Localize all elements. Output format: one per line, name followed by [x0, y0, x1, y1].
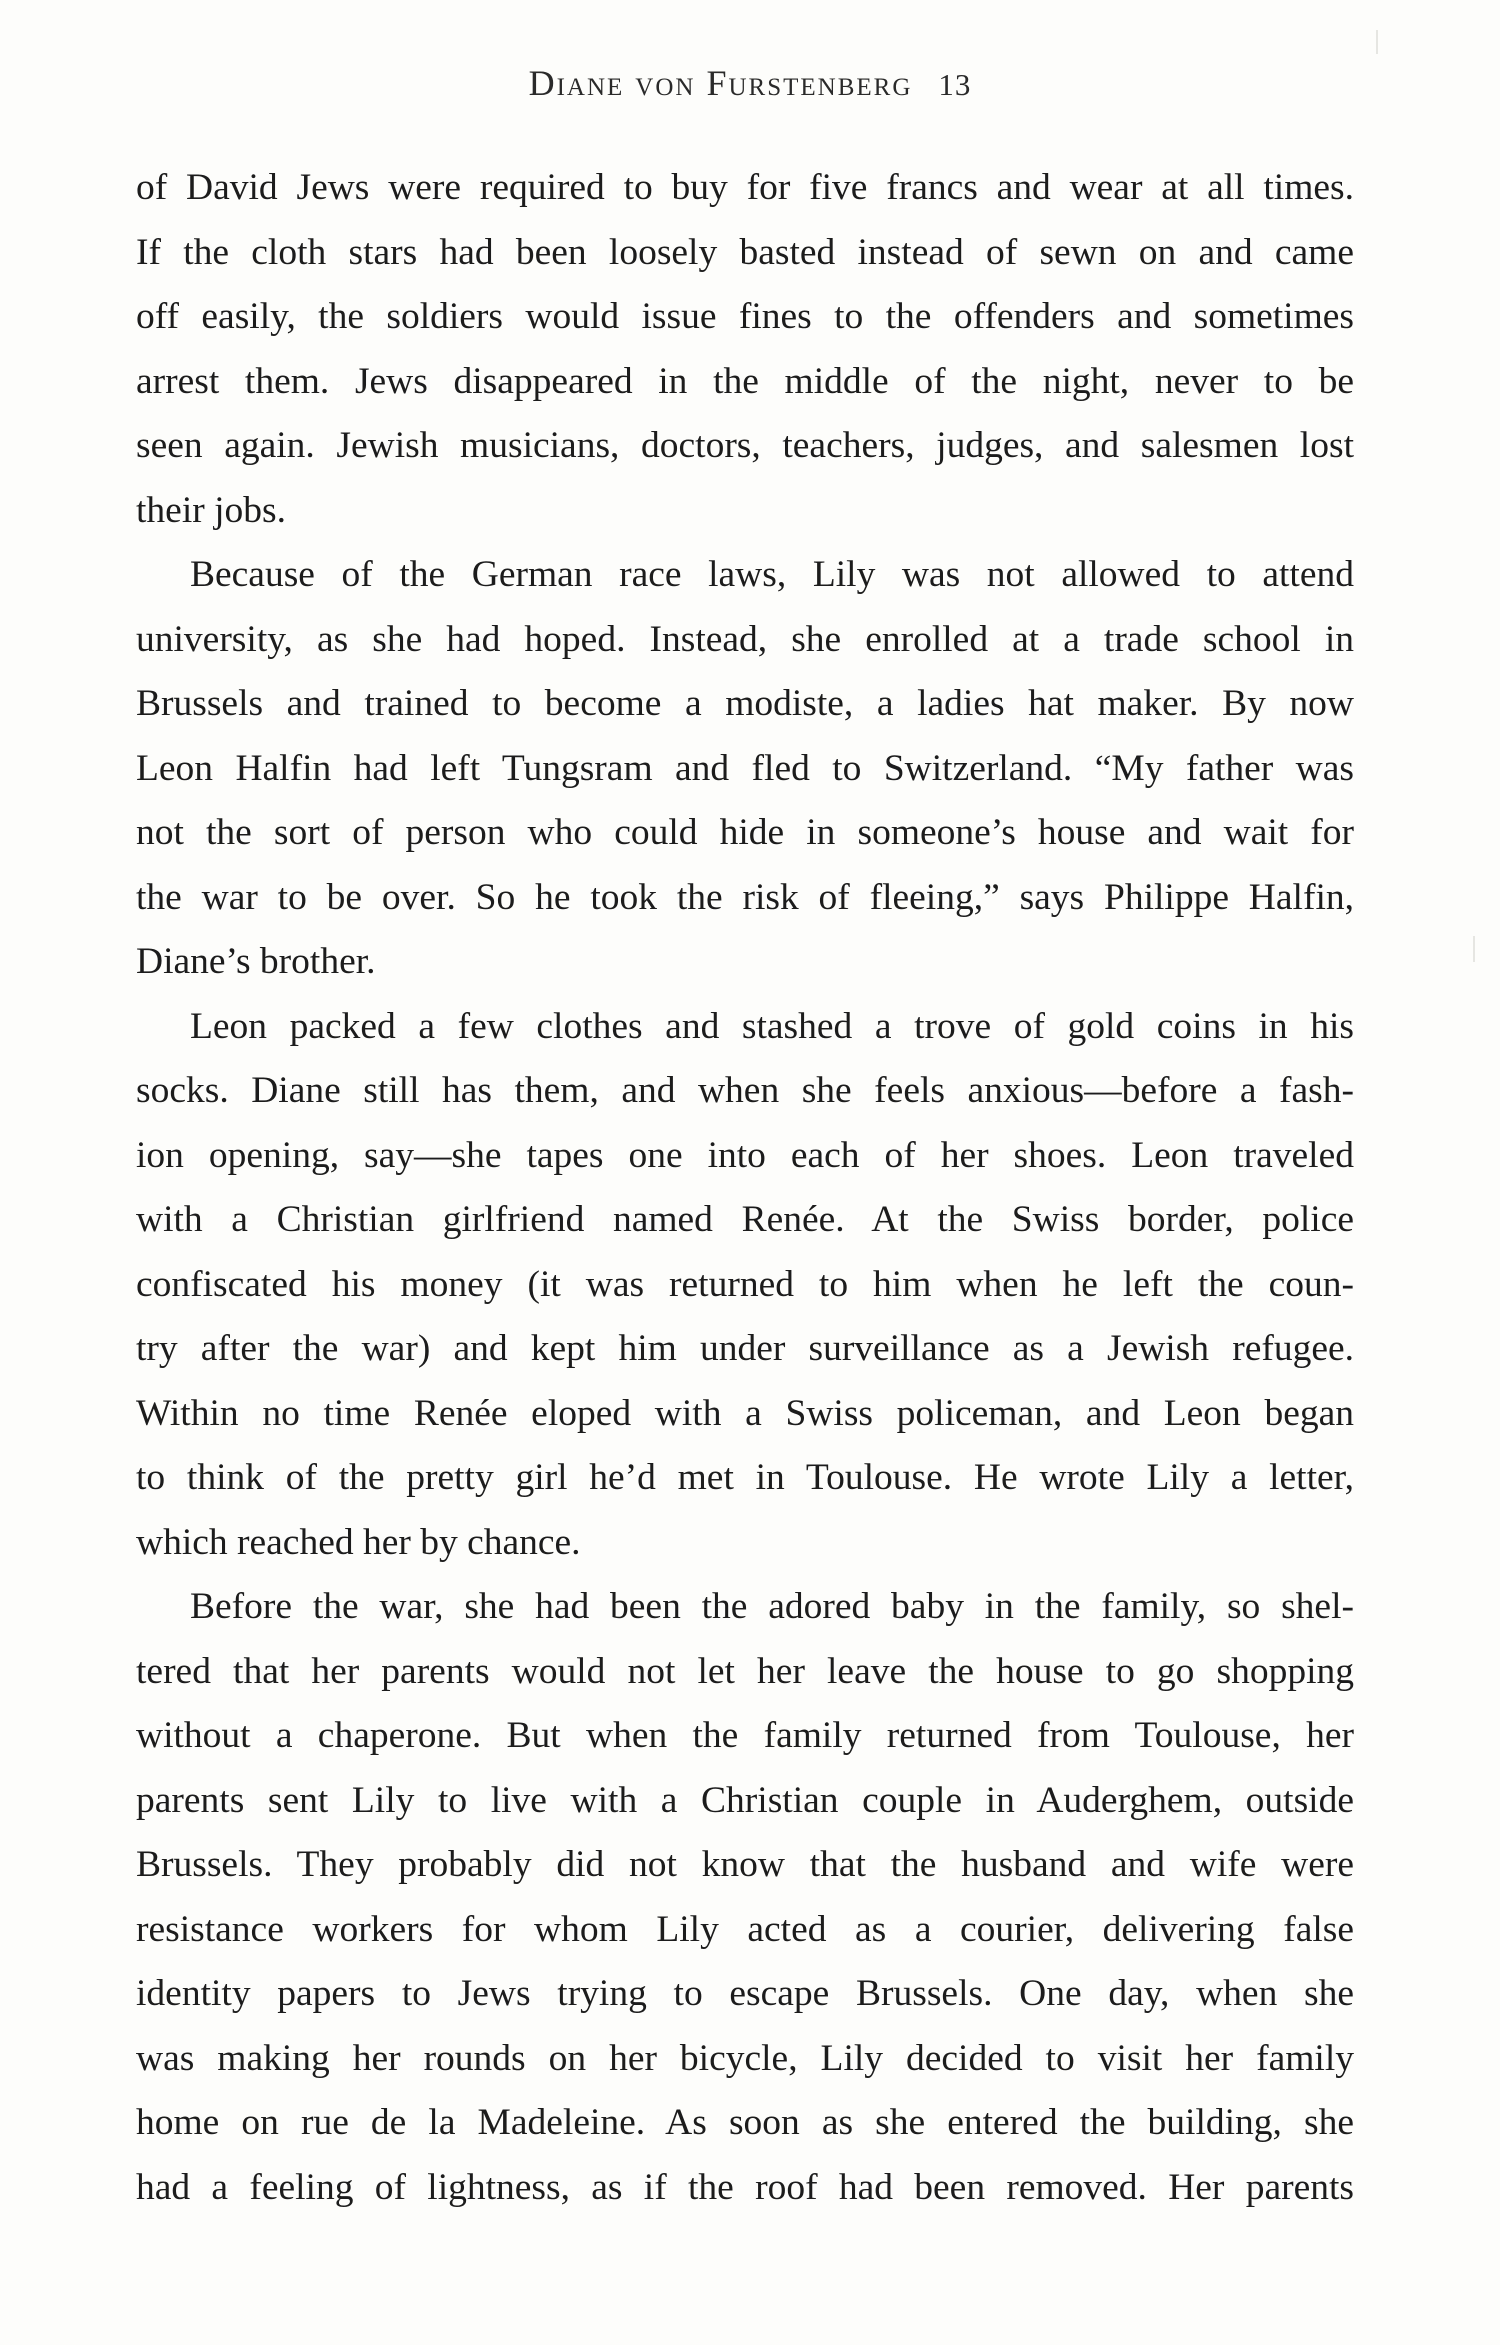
text-line: of David Jews were required to buy for five francs and wear at all times.: [136, 167, 1354, 208]
text-line: university, as she had hoped. Instead, she enrolled at a trade school in: [136, 618, 1354, 660]
text-line: was making her rounds on her bicycle, Lily decided to visit her family: [136, 2037, 1354, 2079]
text-line: had a feeling of lightness, as if the roof had been removed. Her parents: [136, 2166, 1354, 2208]
text-line: their jobs.: [136, 489, 286, 531]
scan-edge-mark: [1473, 936, 1475, 962]
text-line: identity papers to Jews trying to escape Brussels. One day, when she: [136, 1973, 1354, 2014]
text-line: not the sort of person who could hide in someone’s house and wait for: [136, 812, 1354, 853]
text-line: tered that her parents would not let her leave the house to go shopping: [136, 1650, 1354, 1692]
text-line: seen again. Jewish musicians, doctors, teachers, judges, and salesmen lost: [136, 425, 1354, 466]
text-line: confiscated his money (it was returned to him when he left the coun-: [136, 1263, 1354, 1305]
text-line: to think of the pretty girl he’d met in Toulouse. He wrote Lily a letter,: [136, 1457, 1354, 1498]
text-line: Within no time Renée eloped with a Swiss policeman, and Leon began: [136, 1392, 1354, 1434]
text-line: which reached her by chance.: [136, 1521, 581, 1563]
scan-edge-mark: [1376, 30, 1378, 54]
running-head: [0, 62, 1500, 104]
paragraph-first-line: Before the war, she had been the adored baby in the family, so shel-: [190, 1586, 1354, 1627]
text-line: off easily, the soldiers would issue fines to the offenders and sometimes: [136, 296, 1354, 337]
text-line: resistance workers for whom Lily acted as a courier, delivering false: [136, 1908, 1354, 1950]
text-line: with a Christian girlfriend named Renée. At the Swiss border, police: [136, 1199, 1354, 1240]
text-line: ion opening, say—she tapes one into each of her shoes. Leon traveled: [136, 1134, 1354, 1176]
page-number: 13: [938, 67, 972, 102]
text-line: Brussels and trained to become a modiste, a ladies hat maker. By now: [136, 683, 1354, 724]
paragraph-first-line: Leon packed a few clothes and stashed a trove of gold coins in his: [190, 1005, 1354, 1047]
text-line: parents sent Lily to live with a Christian couple in Auderghem, outside: [136, 1779, 1354, 1821]
text-line: without a chaperone. But when the family returned from Toulouse, her: [136, 1715, 1354, 1756]
paragraph-first-line: Because of the German race laws, Lily was not allowed to attend: [190, 554, 1354, 595]
text-line: socks. Diane still has them, and when she feels anxious—before a fash-: [136, 1070, 1354, 1111]
text-line: Diane’s brother.: [136, 941, 376, 982]
text-line: home on rue de la Madeleine. As soon as she entered the building, she: [136, 2102, 1354, 2143]
text-line: If the cloth stars had been loosely basted instead of sewn on and came: [136, 231, 1354, 273]
text-line: Brussels. They probably did not know that the husband and wife were: [136, 1844, 1354, 1885]
text-line: the war to be over. So he took the risk of fleeing,” says Philippe Halfin,: [136, 876, 1354, 918]
text-line: try after the war) and kept him under surveillance as a Jewish refugee.: [136, 1328, 1354, 1369]
text-line: Leon Halfin had left Tungsram and fled to Switzerland. “My father was: [136, 747, 1354, 789]
running-head-title: Diane von Furstenberg: [528, 63, 913, 103]
text-line: arrest them. Jews disappeared in the middle of the night, never to be: [136, 360, 1354, 402]
